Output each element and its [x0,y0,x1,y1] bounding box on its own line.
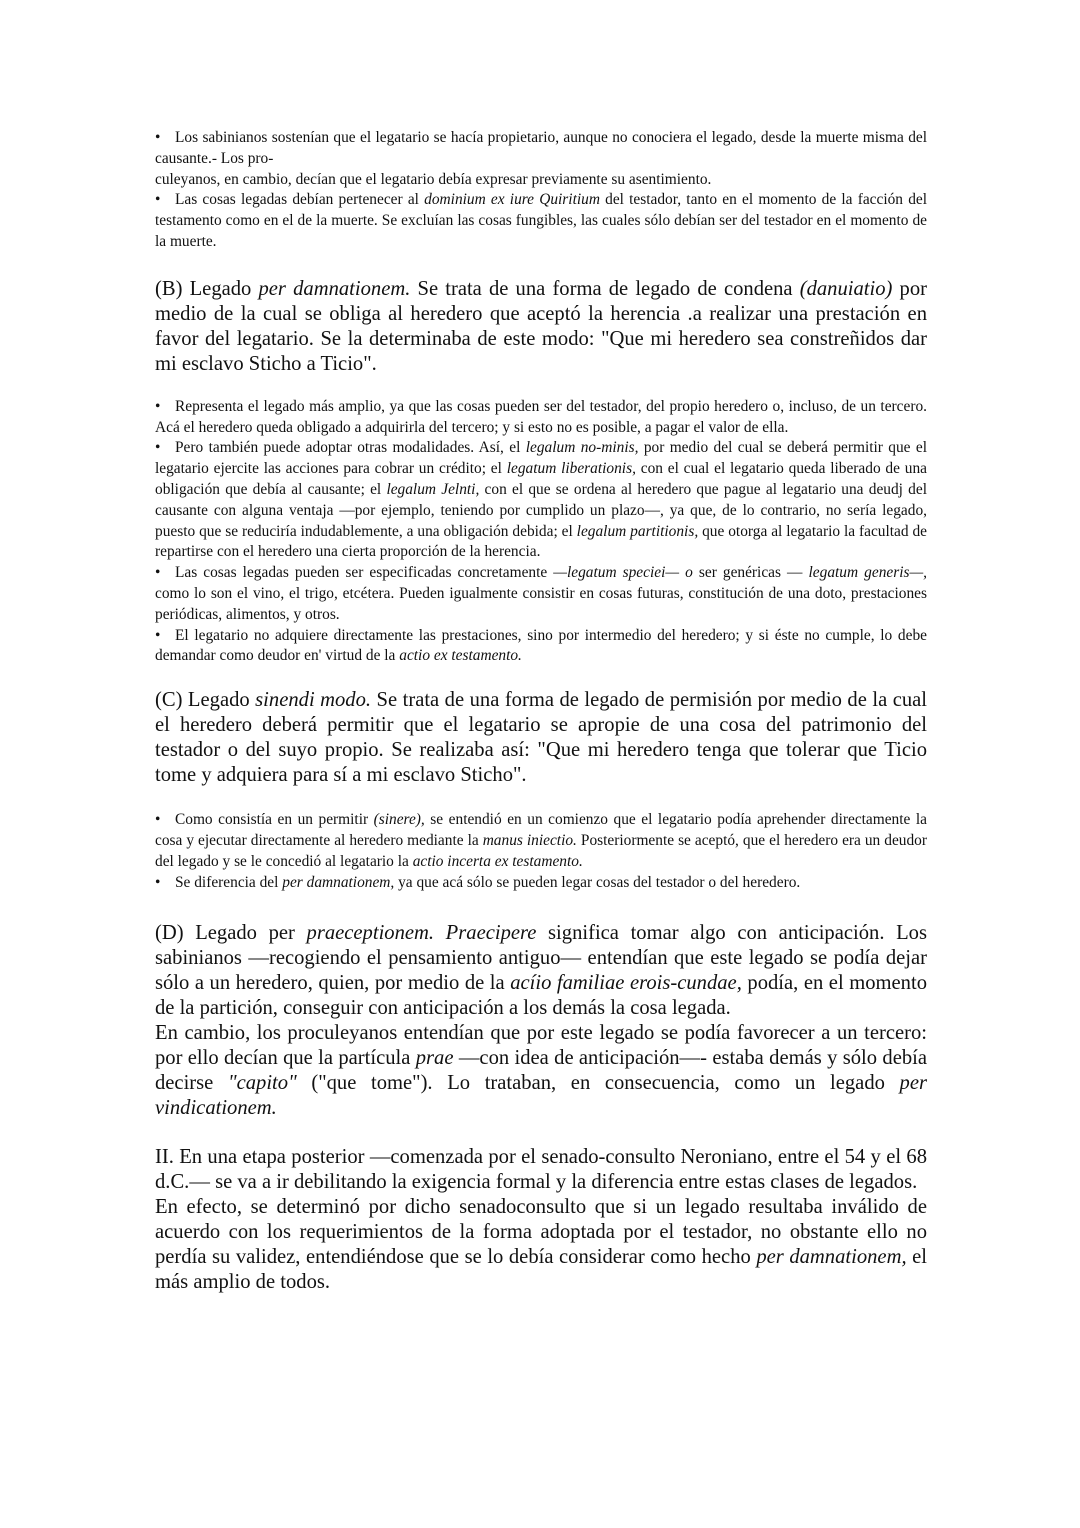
latin-term: legalum no-minis, [525,439,639,457]
latin-term: legatum generis—, [808,564,928,582]
section-text: (D) Legado per [155,922,307,945]
bullet-paragraph [155,810,927,872]
section-text: En cambio, los proculeyanos entendían que por este legado se podía favorecer a un tercero: por ello decían que la partícula [155,1022,927,1070]
bullet-paragraph [155,438,927,563]
bullet-text: que otorga al legatario la facultad de repartirse con el heredero una cierta proporción de la herencia. [155,522,927,561]
section-text: (C) Legado [155,689,256,712]
bullet-text: del testador, tanto en el momento de la facción del testamento como en el de la muerte. Se excluían las cosas fungibles, las cuales sólo debían ser del testador en el momento de la muerte. [155,191,928,250]
section-d-proculeyanos-paragraph [155,1021,927,1121]
bullet-icon: • [155,397,161,415]
bullet-icon: • [155,129,161,146]
bullet-text: por medio del cual se deberá permitir que el legatario ejercite las acciones para cobrar un crédito; el [155,439,927,478]
latin-term: per damnationem. [258,277,411,300]
latin-term: (sinere), [373,811,425,829]
bullet-icon: • [155,626,161,644]
bullet-text: Representa el legado más amplio, ya que las cosas pueden ser del testador, del propio heredero o, incluso, de un tercero. Acá el heredero queda obligado a adquirirla del tercero; y si esto no es posible, a pagar el valor de ella. [155,397,927,436]
bullet-icon: • [155,564,161,582]
latin-term: sinendi modo. [255,689,372,712]
section-text: ("que tome"). Lo trataban, en consecuencia, como un legado [296,1072,900,1095]
bullet-icon: • [155,811,161,829]
latin-term: manus iniectio. [482,831,577,849]
bullet-icon: • [155,439,161,457]
section-text: Se trata de una forma de legado de permisión por medio de la cual el heredero deberá permitir que el legatario se apropie de una cosa del patrimonio del testador o del suyo propio. Se realizaba así: "Que mi heredero tenga que tolerar que Ticio tome y adquiera para sí a mi esclavo Sticho". [155,689,927,787]
bullet-text: Se diferencia del [175,873,283,891]
bullet-text: ser genéricas — [692,564,809,582]
latin-term: per vindicationem. [155,1072,927,1120]
latin-term: —legatum speciei— o [553,564,693,582]
bullet-text: Las cosas legadas pueden ser especificadas concretamente [175,564,554,582]
latin-term: actio incerta ex testamento. [412,852,583,870]
section-b-heading-paragraph [155,277,927,377]
section-text: el más amplio de todos. [155,1246,928,1294]
latin-term: (danuiatio) [799,277,893,300]
section-text: Se trata de una forma de legado de condena [410,277,800,300]
section-text: En efecto, se determinó por dicho senadoconsulto que si un legado resultaba inválido de acuerdo con los requerimientos de la forma adoptada por el testador, no obstante ello no perdía su validez, entendiéndose que se lo debía considerar como hecho [155,1196,927,1269]
bullet-paragraph [155,397,927,439]
section-text: por medio de la cual se obliga al heredero que aceptó la herencia .a realizar una prestación en favor del legatario. Se la determinaba de este modo: "Que mi heredero sea constreñidos dar mi esclavo Sticho a Ticio". [155,277,927,375]
latin-term: legalum Jelnti, [386,480,480,498]
bullet-paragraph [155,873,927,894]
section-text: —con idea de anticipación—- estaba demás y sólo debía decirse [155,1047,927,1095]
bullet-icon: • [155,873,161,891]
bullet-text: Los sabinianos sostenían que el legatario se hacía propietario, aunque no conociera el legado, desde la muerte misma del causante.- Los pro- [155,129,927,167]
bullet-paragraph [155,626,927,668]
latin-term: prae [415,1047,454,1070]
bullet-text: Como consistía en un permitir [175,811,374,829]
latin-term: legalum partitionis, [576,522,699,540]
section-c-heading-paragraph [155,688,927,788]
latin-term: "capito" [227,1072,297,1095]
bullet-paragraph-sabinianos [155,128,927,190]
bullet-icon: • [155,191,161,209]
bullet-text: con el que se ordena al heredero que pague al legatario una deudj del causante con alguna ventaja —por ejemplo, teniendo por cumplido un plazo—, ya que, de lo contrario, no sería legado, puesto que se reduciría indudablemente, a una obligación debida; el [155,480,927,540]
bullet-text: Posteriormente se aceptó, que el heredero era un deudor del legado y se le concedió al legatario la [155,831,927,870]
bullet-paragraph-cosas-legadas [155,190,927,252]
latin-term: legatum liberationis, [506,460,636,478]
latin-term: actio ex testamento. [399,647,522,665]
bullet-text: Pero también puede adoptar otras modalidades. Así, el [175,439,526,457]
bullet-text: ya que acá sólo se pueden legar cosas del testador o del heredero. [394,873,801,891]
latin-term: per damnationem, [756,1246,907,1269]
bullet-text: como lo son el vino, el trigo, etcétera. Pueden igualmente consistir en cosas futuras, constitución de una doto, prestaciones periódicas, alimentos, y otros. [155,584,927,623]
section-text: (B) Legado [155,277,259,300]
section-ii-paragraph [155,1145,927,1195]
section-d-heading-paragraph [155,921,927,1021]
document-page [155,128,927,1295]
latin-term: per damnationem, [282,873,395,891]
latin-term: praeceptionem. Praecipere [306,922,537,945]
section-text: II. En una etapa posterior —comenzada por el senado-consulto Neroniano, entre el 54 y el 68 d.C.— se va a ir debilitando la exigencia formal y la diferencia entre estas clases de legados. [155,1146,927,1194]
latin-term: acíio familiae erois-cundae, [510,972,742,995]
section-ii-senadoconsulto-paragraph [155,1195,927,1295]
section-text: significa tomar algo con anticipación. Los sabinianos —recogiendo el pensamiento antiguo— entendían que este legado se podía dejar sólo a un heredero, quien, por medio de la [155,922,927,995]
bullet-paragraph [155,563,927,625]
section-text: podía, en el momento de la partición, conseguir con anticipación a los demás la cosa legada. [155,972,927,1020]
latin-term: dominium ex iure Quiritium [424,191,600,209]
bullet-text: se entendió en un comienzo que el legatario podía aprehender directamente la cosa y ejecutar directamente al heredero mediante la [155,811,928,849]
bullet-text: Las cosas legadas debían pertenecer al [175,191,425,209]
bullet-text: con el cual el legatario queda liberado de una obligación que debía al causante; el [155,460,927,498]
bullet-text: El legatario no adquiere directamente las prestaciones, sino por intermedio del heredero; y si éste no cumple, lo debe demandar como deudor en' virtud de la [155,626,927,665]
bullet-text-continued: culeyanos, en cambio, decían que el legatario debía expresar previamente su asentimiento. [155,170,712,188]
